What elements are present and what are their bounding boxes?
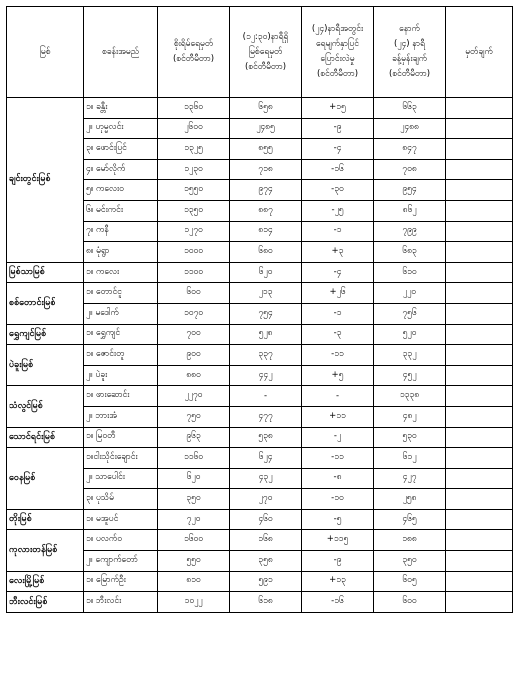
current-level: ၅၉၁ [230,571,302,592]
remark [446,345,513,366]
river-name: သံလွင်မြစ် [7,386,84,427]
danger-level: ၉၆၃ [158,427,230,448]
river-level-report [6,6,512,613]
station-name: ၇။ ကနီ [84,221,158,242]
header-24h-forecast [374,7,446,98]
level-forecast: ၁၈၈ [374,530,446,551]
table-row [7,427,513,448]
river-name: သောင်ရင်းမြစ် [7,427,84,448]
current-level: ၇၁၈ [230,159,302,180]
danger-level: ၂၆၀၀ [158,118,230,139]
header-danger-level [158,7,230,98]
remark [446,427,513,448]
level-forecast: ၇၅၆ [374,303,446,324]
header-line: မြစ်ရေမှတ် [248,46,283,57]
current-level: ၄၄၂ [230,365,302,386]
header-line: စခန်းအမည် [102,46,139,57]
river-name: မြစ်သာမြစ် [7,262,84,283]
danger-level: ၇၅၀ [158,406,230,427]
current-level: ၆၁၈ [230,592,302,613]
danger-level: ၁၁၆၀ [158,448,230,469]
station-name: ၁။ငါးသိုင်းချောင်း [84,448,158,469]
remark [446,571,513,592]
level-change: +၁၁ [302,406,374,427]
level-forecast: ၃၅၀ [374,551,446,572]
remark [446,468,513,489]
header-line: (၁၂:၃၀)နာရီရှိ [242,31,289,42]
river-name: ချင်းတွင်းမြစ် [7,98,84,263]
level-change: -၁၆ [302,159,374,180]
level-change: -၁၁ [302,448,374,469]
danger-level: ၂၂၇၀ [158,386,230,407]
remark [446,262,513,283]
danger-level: ၃၅၀ [158,489,230,510]
remark [446,551,513,572]
danger-level: ၈၈၀ [158,365,230,386]
level-forecast: ၄၈၂ [374,406,446,427]
level-change: -၁ [302,303,374,324]
level-change: +၅ [302,365,374,386]
danger-level: ၁၁၀၀ [158,262,230,283]
river-name: ဝေနမြစ် [7,448,84,510]
current-level: ၄၃၂ [230,468,302,489]
header-line: နောက် [399,24,420,34]
level-change: - [302,386,374,407]
danger-level: ၁၅၅၀ [158,180,230,201]
current-level: ၆၅၈ [230,98,302,119]
level-forecast: ၆၁၂ [374,448,446,469]
level-change: +၃ [302,242,374,263]
level-forecast: ၇၉၉ [374,221,446,242]
level-forecast: ၅၂၀ [374,324,446,345]
station-name: ၁။ ခန္တီး [84,98,158,119]
table-row [7,98,513,119]
danger-level: ၇၀၀ [158,324,230,345]
station-name: ၂။ သာပေါင်း [84,468,158,489]
header-line: (စင်တီမီတာ) [172,54,215,64]
header-station [84,7,158,98]
river-name: ဘီးလင်းမြစ် [7,592,84,613]
river-name: တိုးမြစ် [7,509,84,530]
current-level: ၉၇၄ [230,180,302,201]
level-forecast: ၆၁၀ [374,262,446,283]
station-name: ၄။ မော်လိုက် [84,159,158,180]
remark [446,303,513,324]
station-name: ၅။ ကလေးဝ [84,180,158,201]
station-name: ၂။ ကျောက်တော် [84,551,158,572]
table-row [7,324,513,345]
table-body [7,98,513,613]
remark [446,180,513,201]
header-line: (စင်တီမီတာ) [388,69,431,79]
level-forecast: ၆၀၅ [374,571,446,592]
level-forecast: ၈၆၂ [374,200,446,221]
station-name: ၁။ မြောက်ဦး [84,571,158,592]
header-remark [446,7,513,98]
level-change: -၃ [302,324,374,345]
current-level: ၂၇၀ [230,489,302,510]
level-change: -၉ [302,118,374,139]
level-change: -၃၀ [302,180,374,201]
station-name: ၁။ ကလေး [84,262,158,283]
level-forecast: ၃၃၂ [374,345,446,366]
level-change: +၂၆ [302,283,374,304]
current-level: ၅၂၈ [230,324,302,345]
current-level: ၂၁၃ [230,283,302,304]
danger-level: ၁၀၀၀ [158,242,230,263]
table-row [7,448,513,469]
current-level: ၆၂၄ [230,448,302,469]
station-name: ၂။ မဒေါက် [84,303,158,324]
danger-level: ၁၃၅၀ [158,200,230,221]
current-level: ၄၆၀ [230,509,302,530]
remark [446,448,513,469]
table-row [7,592,513,613]
remark [446,221,513,242]
current-level: ၈၈၇ [230,200,302,221]
station-name: ၁။ ပလက်ဝ [84,530,158,551]
header-line: (စင်တီမီတာ) [244,61,287,72]
danger-level: ၇၂၀ [158,509,230,530]
level-change: -၁၆ [302,592,374,613]
current-level: ၇၅၄ [230,303,302,324]
remark [446,242,513,263]
station-name: ၂။ ဘားအံ [84,406,158,427]
remark [446,139,513,160]
current-level: ၈၅၅ [230,139,302,160]
station-name: ၂။ ဟုမ္မလင်း [84,118,158,139]
level-forecast: ၂၅၈ [374,489,446,510]
current-level: ၃၃၇ [230,345,302,366]
danger-level: ၁၆၀၀ [158,530,230,551]
danger-level: ၅၅၀ [158,551,230,572]
table-row [7,283,513,304]
level-forecast: ၆၆၃ [374,98,446,119]
station-name: ၈။ မုံရွာ [84,242,158,263]
station-name: ၁။ ရွှေကျင် [84,324,158,345]
level-forecast: ၂၂၀ [374,283,446,304]
danger-level: ၁၃၆၀ [158,98,230,119]
header-24h-change [302,7,374,98]
header-line: (၂၄)နာရီအတွင်း [311,24,364,34]
level-forecast: ၇၀၈ [374,159,446,180]
station-name: ၁။ တောင်ငူ [84,283,158,304]
remark [446,324,513,345]
current-level: ၅၃၈ [230,427,302,448]
danger-level: ၆၂၀ [158,468,230,489]
table-header-row [7,7,513,98]
table-row [7,345,513,366]
level-change: +၁၁၅ [302,530,374,551]
danger-level: ၈၁၀ [158,571,230,592]
danger-level: ၁၀၇၀ [158,303,230,324]
level-forecast: ၈၄၇ [374,139,446,160]
river-name: ရွှေကျင်မြစ် [7,324,84,345]
level-change: -၁၁ [302,345,374,366]
remark [446,98,513,119]
level-change: -၂ [302,427,374,448]
station-name: ၁။ ဇောင်းတူ [84,345,158,366]
table-row [7,262,513,283]
current-level: ၆၂၀ [230,262,302,283]
current-level: ၈၁၄ [230,221,302,242]
level-change: -၄ [302,262,374,283]
river-level-table [6,6,513,613]
level-forecast: ၆၀၀ [374,592,446,613]
level-forecast: ၄၅၂ [374,365,446,386]
table-row [7,571,513,592]
header-line: ခန့်မှန်းချက် [391,54,428,64]
station-name: ၁။ မအူပင် [84,509,158,530]
danger-level: ၁၀၂၂ [158,592,230,613]
station-name: ၁။ မြဝတီ [84,427,158,448]
remark [446,509,513,530]
header-line: (၂၄) နာရီ [393,39,426,49]
danger-level: ၆၀၀ [158,283,230,304]
header-line: ပြောင်းလဲမှု [320,54,355,64]
river-name: ကုလားတန်မြစ် [7,530,84,571]
current-level: ၃၅၈ [230,551,302,572]
table-row [7,386,513,407]
level-change: +၁၃ [302,571,374,592]
level-change: -၅ [302,509,374,530]
remark [446,386,513,407]
header-line: မှတ်ချက် [465,46,493,57]
level-forecast: ၉၅၄ [374,180,446,201]
current-level: ၄၇၇ [230,406,302,427]
danger-level: ၉၀၀ [158,345,230,366]
level-forecast: ၂၄၈၈ [374,118,446,139]
remark [446,530,513,551]
station-name: ၁။ ဘီးလင်း [84,592,158,613]
remark [446,283,513,304]
danger-level: ၁၂၃၀ [158,159,230,180]
level-forecast: ၄၂၇ [374,468,446,489]
current-level: ၂၄၈၅ [230,118,302,139]
station-name: ၂။ ပဲခူး [84,365,158,386]
remark [446,159,513,180]
current-level: ၁၆၈ [230,530,302,551]
level-change: +၁၅ [302,98,374,119]
river-name: ပဲခူးမြစ် [7,345,84,386]
danger-level: ၁၃၂၅ [158,139,230,160]
table-row [7,509,513,530]
table-row [7,530,513,551]
remark [446,365,513,386]
level-forecast: ၁၃၃၈ [374,386,446,407]
remark [446,406,513,427]
station-name: ၁။ ဖားဆောင်း [84,386,158,407]
header-river [7,7,84,98]
remark [446,592,513,613]
header-line: မြစ် [39,46,51,57]
current-level: - [230,386,302,407]
remark [446,118,513,139]
level-change: -၈ [302,468,374,489]
level-forecast: ၅၃၀ [374,427,446,448]
level-change: -၄ [302,139,374,160]
level-forecast: ၆၈၃ [374,242,446,263]
level-change: -၉ [302,551,374,572]
station-name: ၃။ ဖောင်းပြင် [84,139,158,160]
station-name: ၃။ ပုသိမ် [84,489,158,510]
header-line: စိုးရိမ်ရေမှတ် [173,39,214,49]
remark [446,489,513,510]
header-line: ရေမျက်နှာပြင် [316,39,359,49]
river-name: လေးမြို့မြစ် [7,571,84,592]
current-level: ၆၈၀ [230,242,302,263]
danger-level: ၁၂၇၀ [158,221,230,242]
header-current-level [230,7,302,98]
level-forecast: ၄၆၅ [374,509,446,530]
river-name: စစ်တောင်းမြစ် [7,283,84,324]
level-change: -၂၅ [302,200,374,221]
level-change: -၁ [302,221,374,242]
station-name: ၆။ မင်းကင်း [84,200,158,221]
level-change: -၁၀ [302,489,374,510]
header-line: (စင်တီမီတာ) [316,69,359,79]
remark [446,200,513,221]
